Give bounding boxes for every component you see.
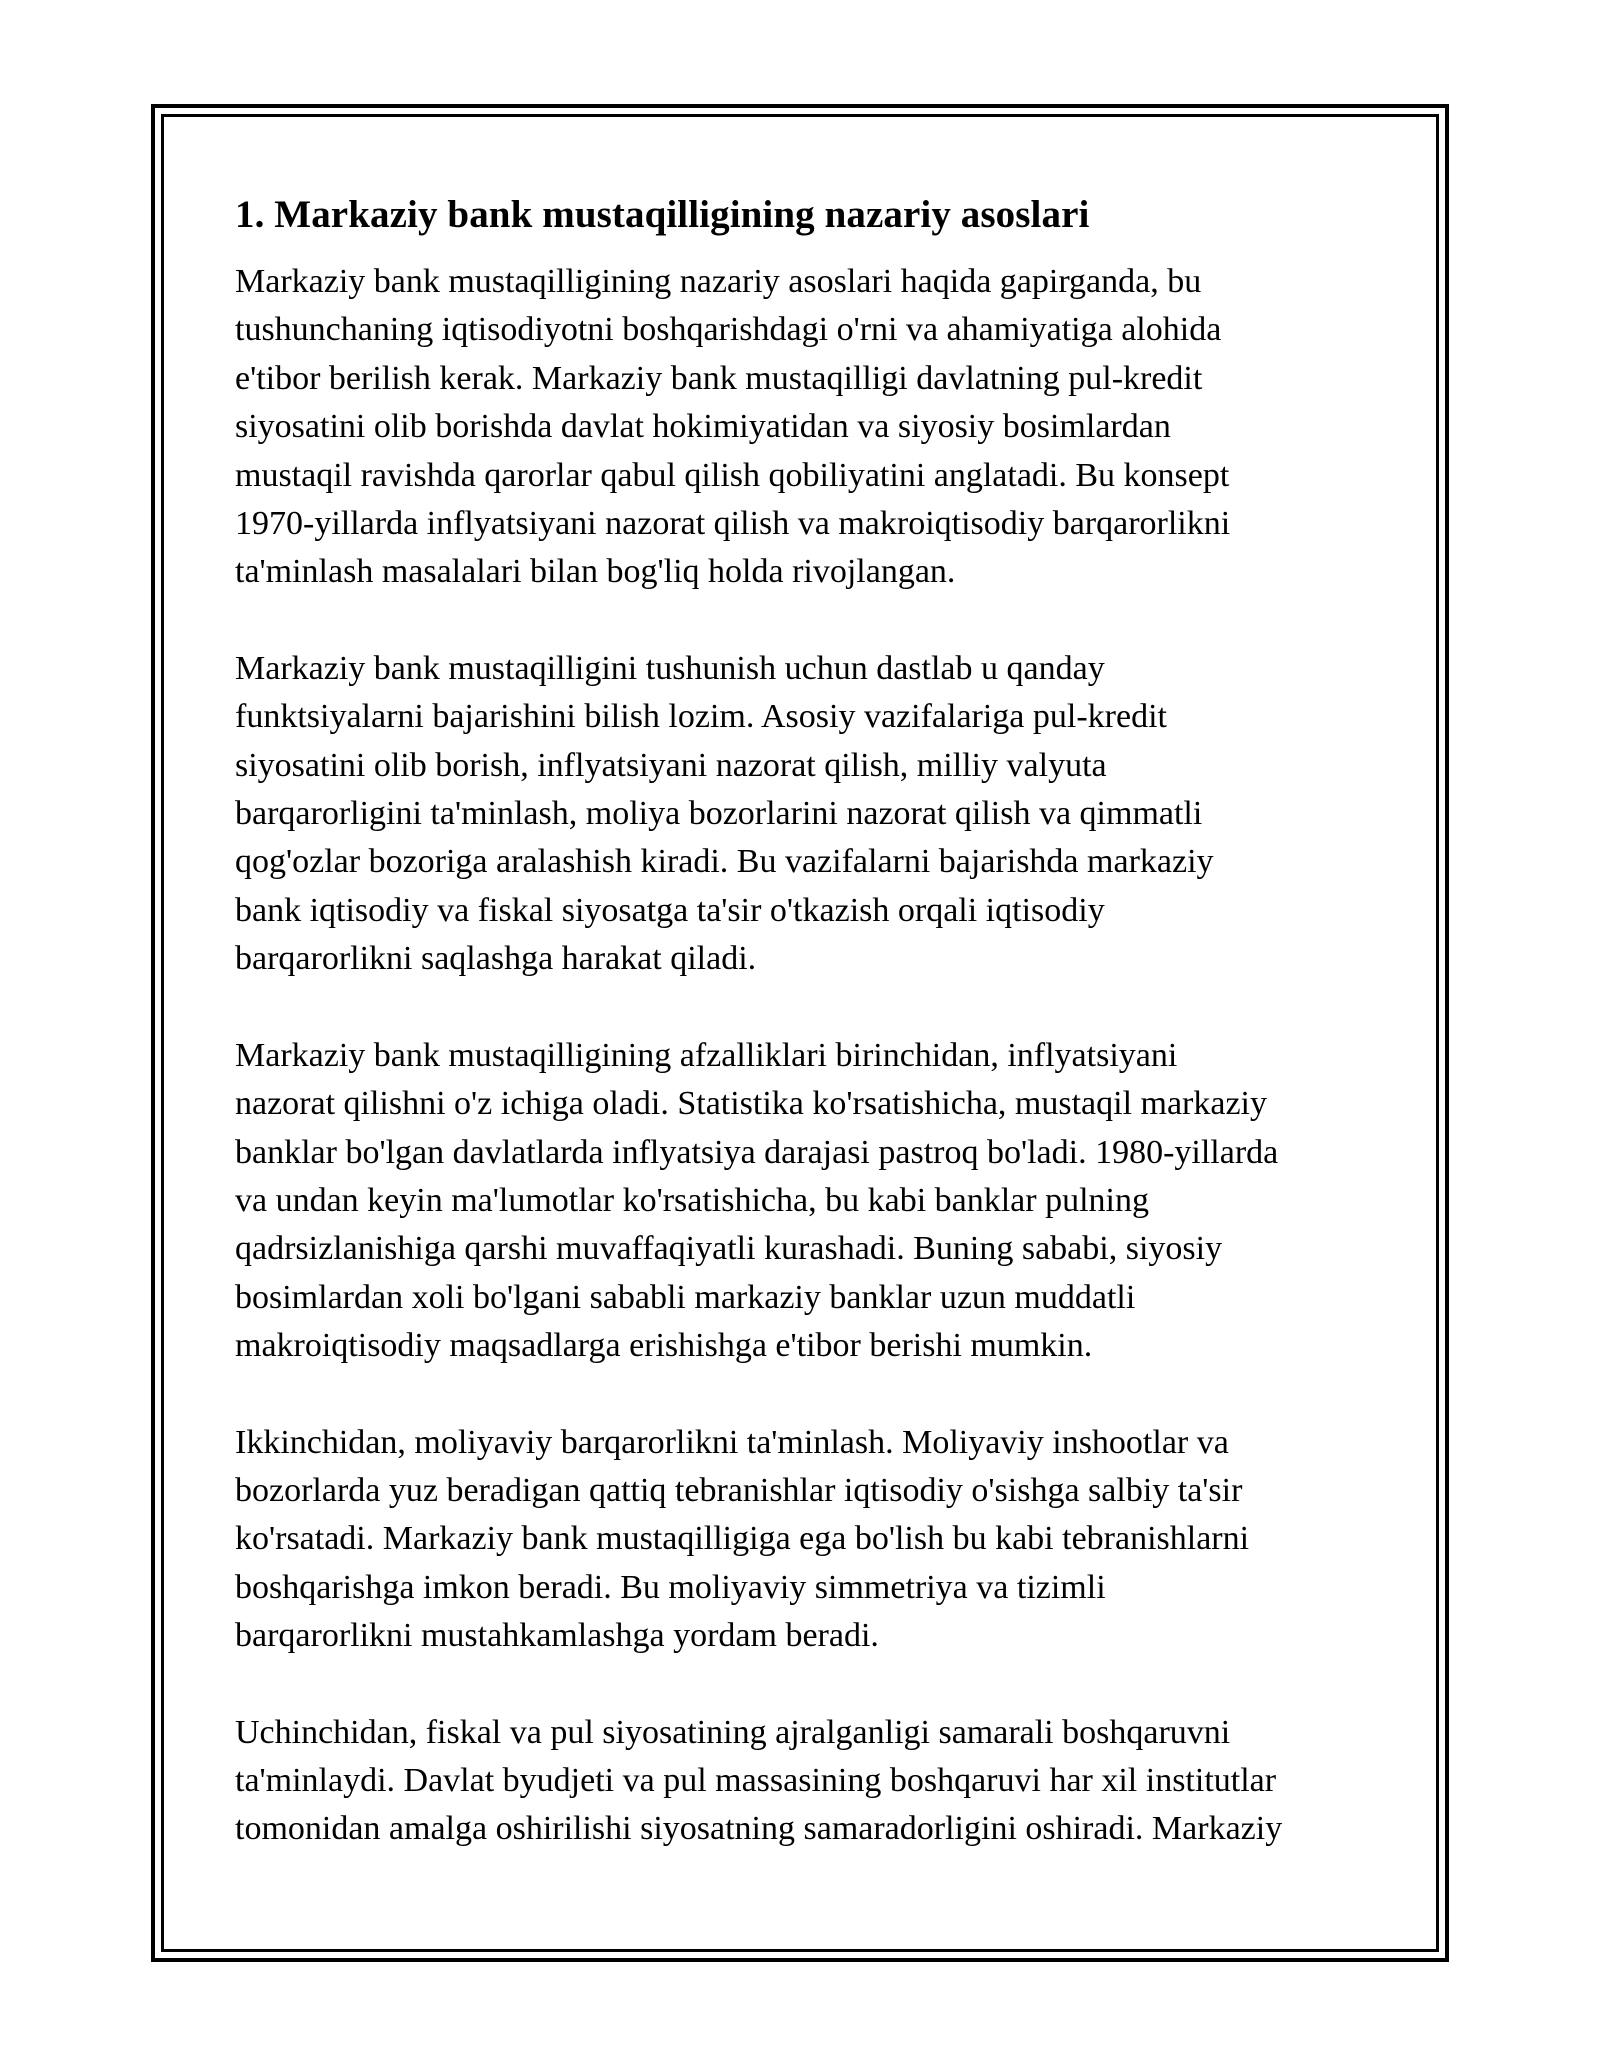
paragraph: Uchinchidan, fiskal va pul siyosatining ajralganligi samarali boshqaruvni ta'minlaydi. Davlat byudjeti va pul massasining boshqaruvi har xil institutlar tomonidan amalga oshirilishi siyosatning samaradorligini oshiradi. Markaziy — [235, 1713, 1283, 1848]
document-body — [235, 186, 1380, 1902]
section-heading: 1. Markaziy bank mustaqilligining nazariy asoslari — [235, 193, 1090, 236]
paragraph: Markaziy bank mustaqilligini tushunish uchun dastlab u qanday funktsiyalarni bajarishini bilish lozim. Asosiy vazifalariga pul-kredit siyosatini olib borish, inflyatsiyani nazorat qilish, milliy valyuta barqarorligini ta'minlash, moliya bozorlarini nazorat qilish va qimmatli qog'ozlar bozoriga aralashish kiradi. Bu vazifalarni bajarishda markaziy bank iqtisodiy va fiskal siyosatga ta'sir o'tkazish orqali iqtisodiy barqarorlikni saqlashga harakat qiladi. — [235, 649, 1214, 978]
paragraph: Markaziy bank mustaqilligining afzalliklari birinchidan, inflyatsiyani nazorat qilishni o'z ichiga oladi. Statistika ko'rsatishicha, mustaqil markaziy banklar bo'lgan davlatlarda inflyatsiya darajasi pastroq bo'ladi. 1980-yillarda va undan keyin ma'lumotlar ko'rsatishicha, bu kabi banklar pulning qadrsizlanishiga qarshi muvaffaqiyatli kurashadi. Buning sababi, siyosiy bosimlardan xoli bo'lgani sababli markaziy banklar uzun muddatli makroiqtisodiy maqsadlarga erishishga e'tibor berishi mumkin. — [235, 1036, 1279, 1365]
paragraph: Markaziy bank mustaqilligining nazariy asoslari haqida gapirganda, bu tushunchaning iqtisodiyotni boshqarishdagi o'rni va ahamiyatiga alohida e'tibor berilish kerak. Markaziy bank mustaqilligi davlatning pul-kredit siyosatini olib borishda davlat hokimiyatidan va siyosiy bosimlardan mustaqil ravishda qarorlar qabul qilish qobiliyatini anglatadi. Bu konsept 1970-yillarda inflyatsiyani nazorat qilish va makroiqtisodiy barqarorlikni ta'minlash masalalari bilan bog'liq holda rivojlangan. — [235, 263, 1231, 591]
paragraph: Ikkinchidan, moliyaviy barqarorlikni ta'minlash. Moliyaviy inshootlar va bozorlarda yuz beradigan qattiq tebranishlar iqtisodiy o'sishga salbiy ta'sir ko'rsatadi. Markaziy bank mustaqilligiga ega bo'lish bu kabi tebranishlarni boshqarishga imkon beradi. Bu moliyaviy simmetriya va tizimli barqarorlikni mustahkamlashga yordam beradi. — [235, 1423, 1250, 1655]
